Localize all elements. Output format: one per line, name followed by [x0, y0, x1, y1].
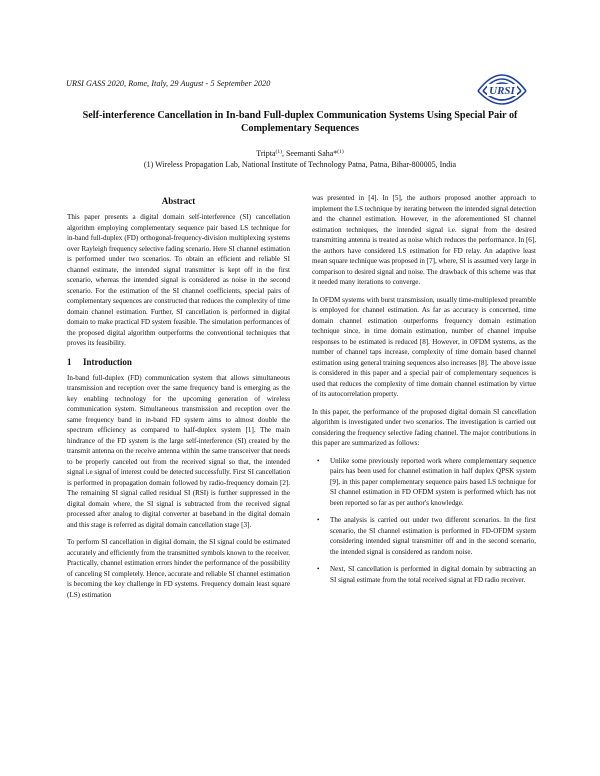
right-paragraph-3: In this paper, the performance of the proposed digital domain SI cancellation algorithm is investigated under two scenarios. The investigation is carried out considering the frequency selective fading channel. The major contributions in this paper are summarized as follows:	[312, 407, 536, 447]
author-1: Tripta	[256, 149, 276, 158]
bullet-icon: •	[317, 456, 320, 465]
abstract-heading: Abstract	[161, 196, 196, 206]
bullet-icon: •	[317, 516, 320, 524]
left-column	[67, 195, 290, 607]
author-separator: ,	[281, 149, 286, 158]
right-paragraph-2: In OFDM systems with burst transmission, usually time-multiplexed preamble is employed for channel estimation. As far as accuracy is concerned, time domain channel estimation outperforms frequency domain estimation technique since, in time domain estimation, number of channel impulse responses to be estimated is reduced [8]. However, in OFDM systems, as the number of channel taps increase, complexity of time domain based channel estimation using general training sequences also increases [8]. The above issue is considered in this paper and a special pair of complementary sequences is used that reduces the complexity of time domain channel estimation by virtue of its autocorrelation property.	[312, 295, 536, 398]
list-item-text: Next, SI cancellation is performed in digital domain by subtracting an SI signal estimate from the total received signal at FD radio receiver.	[330, 565, 536, 584]
affiliation: (1) Wireless Propagation Lab, National Institute of Technology Patna, Patna, Bihar-800005, India	[143, 159, 457, 169]
paper-title: Self-interference Cancellation in In-band Full-duplex Communication Systems Using Special Pair of Complementary Sequences	[82, 110, 518, 134]
list-item-text: Unlike some previously reported work where complementary sequence pairs has been used for channel estimation in half duplex QPSK system [9], in this paper complementary sequence pairs based LS technique for SI channel estimation in FD OFDM system is performed which has not been reported so far as per author's knowledge.	[330, 456, 536, 507]
author-line	[60, 147, 540, 160]
authors-block	[60, 147, 540, 170]
intro-title: Introduction	[83, 356, 132, 367]
logo-text: URSI	[489, 85, 515, 97]
intro-heading	[67, 356, 290, 368]
abstract-text: This paper presents a digital domain self-interference (SI) cancellation algorithm employing complementary sequence pair based LS technique for in-band full-duplex (FD) orthogonal-frequency-division multiplexing systems over Rayleigh frequency selective fading scenario. Here SI channel estimation is performed under two scenarios. To obtain an efficient and reliable SI channel estimate, the intended signal transmitter is kept off in the first scenario, whereas the intended signal is considered as noise in the second scenario. For the estimation of the SI channel coefficients, special pairs of complementary sequences are constructed that reduces the complexity of time domain channel estimation. Further, SI cancellation is performed in digital domain to make practical FD system feasible. The simulation performances of the proposed digital algorithm outperforms the conventional techniques that proves its feasibility.	[67, 213, 290, 347]
author-1-affil: (1)	[275, 149, 282, 155]
contributions-list	[312, 456, 536, 586]
ursi-logo	[472, 63, 532, 109]
bullet-icon: •	[317, 565, 320, 573]
right-column	[312, 193, 536, 592]
conference-header: URSI GASS 2020, Rome, Italy, 29 August - 5 September 2020	[66, 79, 271, 88]
intro-paragraph-2: To perform SI cancellation in digital domain, the SI signal could be estimated accurately and efficiently from the transmitted symbols known to the receiver. Practically, channel estimation errors hinder the performance of the possibility of canceling SI completely. Hence, accurate and reliable SI channel estimation is becoming the key challenge in FD systems. Frequency domain least square (LS) estimation	[67, 538, 290, 599]
author-2-affil: (1)	[337, 149, 344, 155]
list-item	[317, 456, 536, 509]
list-item-text: The analysis is carried out under two different scenarios. In the first scenario, the SI channel estimation is performed in FD-OFDM system considering intended signal transmitter off and in the second scenario, the intended signal is considered as random noise.	[330, 516, 536, 556]
ursi-logo-icon	[472, 63, 532, 109]
list-item	[317, 564, 536, 585]
list-item	[317, 515, 536, 557]
intro-paragraph-1: In-band full-duplex (FD) communication system that allows simultaneous transmission and reception over the same frequency band is emerging as the key enabling technology for the upcoming generation of wireless communication system. Simultaneous transmission and reception over the same frequency band in in-band FD system aims to almost double the spectrum efficiency as compared to half-duplex system [1]. The main hindrance of the FD system is the large self-interference (SI) created by the transmit antenna on the receive antenna within the same transceiver that needs to be properly canceled out from the received signal so that, the intended signal i.e signal of interest could be detected successfully. First SI cancellation is performed in propagation domain followed by radio-frequency domain [2]. The remaining SI signal called residual SI (RSI) is further suppressed in the digital domain where, the SI signal is subtracted from the received signal processed after analog to digital converter at baseband in the digital domain and this stage is referred as digital domain cancellation stage [3].	[67, 373, 290, 529]
author-2: Seemanti Saha*	[285, 149, 338, 158]
right-paragraph-1: was presented in [4]. In [5], the authors proposed another approach to implement the LS technique by iterating between the intended signal detection and the channel estimation. However, in the aforementioned SI channel estimation techniques, the intended signal i.e. signal from the desired transmitting antenna is treated as noise which reduces the performance. In [6], the authors have considered LS estimation for FD relay. An adaptive least mean square technique was proposed in [7], where, SI is assumed very large in comparison to desired signal and noise. The drawback of this scheme was that it needed many iterations to converge.	[312, 194, 536, 286]
intro-number: 1	[67, 356, 72, 367]
